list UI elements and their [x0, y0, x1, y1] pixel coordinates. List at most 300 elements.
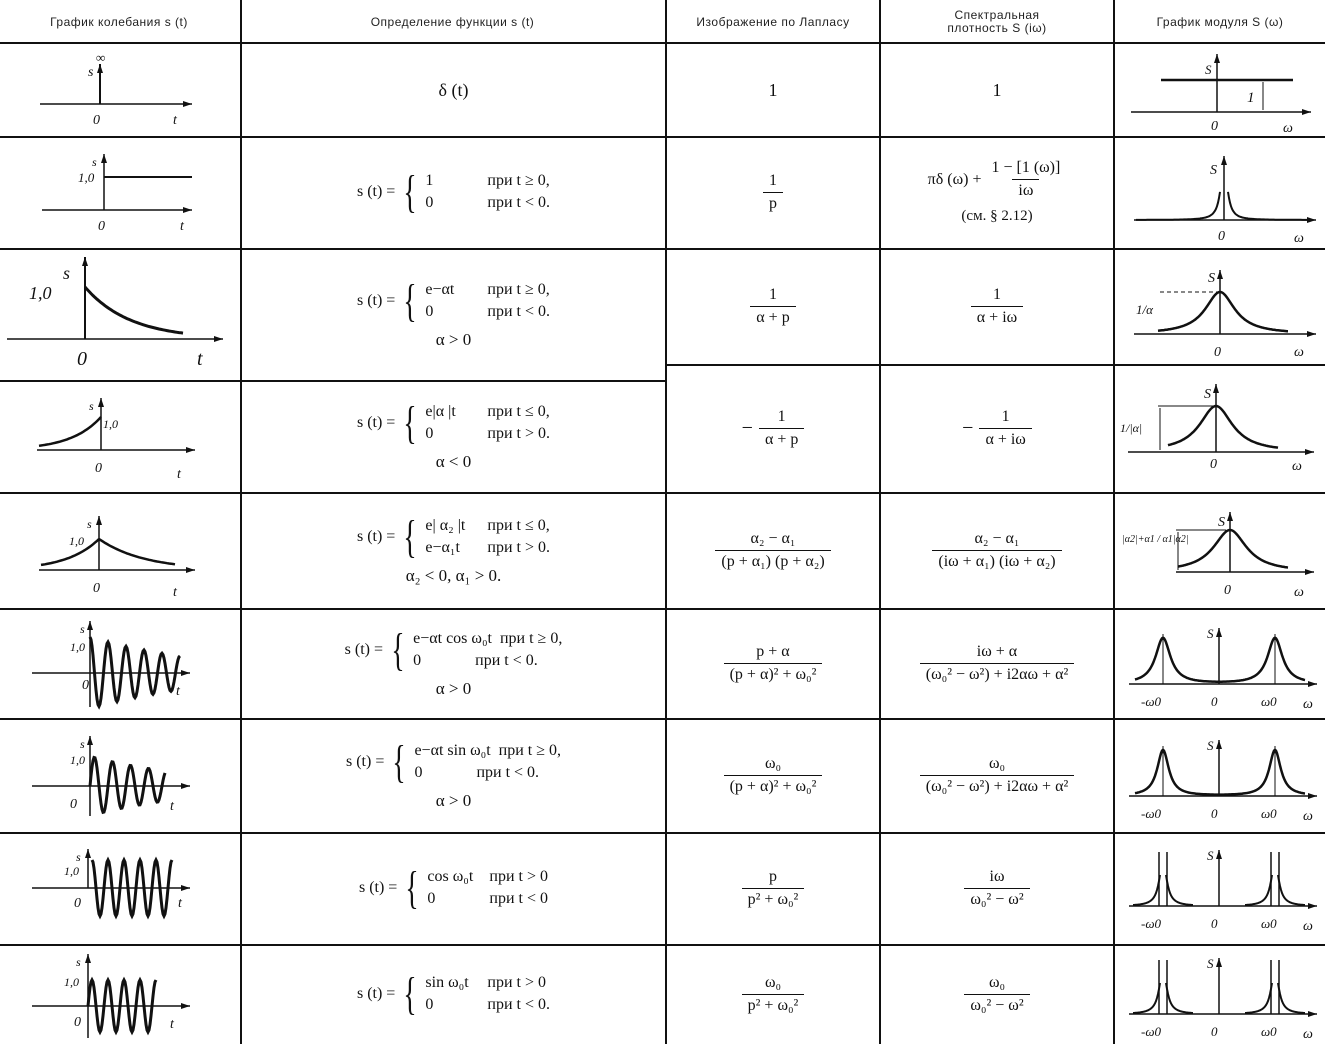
- case-value: e−α₁t: [425, 539, 460, 556]
- header-spectral: [881, 0, 1113, 44]
- case-condition: при t ≥ 0,: [498, 742, 561, 759]
- plot-cos: [30, 843, 200, 933]
- numerator: p + α: [756, 642, 790, 660]
- numerator: iω: [989, 867, 1005, 885]
- case-condition: при t > 0.: [487, 425, 551, 442]
- brace-icon: {: [403, 166, 418, 217]
- fraction: [750, 286, 795, 327]
- arrow-icon: [1217, 270, 1223, 279]
- definition-expr: [356, 166, 551, 217]
- plot-label: t: [173, 585, 177, 600]
- definition-lhs: s (t) =: [356, 292, 396, 309]
- fraction: [920, 643, 1075, 684]
- laplace-cell: [667, 44, 879, 136]
- arrow-icon: [85, 849, 91, 858]
- arrow-icon: [1305, 569, 1314, 575]
- plot-delta: [30, 50, 210, 130]
- plot-label: |α2|+α1 / α1|α2|: [1122, 534, 1189, 545]
- spectral-cell: [881, 832, 1113, 944]
- signal-curve: [1245, 983, 1272, 1013]
- numerator: 1: [769, 285, 777, 303]
- denominator: p² + ω₀²: [742, 888, 805, 909]
- spectral-cell: [881, 248, 1113, 364]
- piecewise: [356, 397, 551, 448]
- signal-curve: [1135, 750, 1305, 795]
- spectral-expr: [962, 408, 1032, 449]
- signal-curve: [1278, 983, 1305, 1013]
- spectral-cell: [881, 608, 1113, 718]
- plot-label: 0: [74, 896, 81, 911]
- plot-label: ω: [1283, 121, 1293, 136]
- plot-label: ω: [1292, 459, 1302, 474]
- plot-label: t: [197, 348, 203, 370]
- case-condition: при t ≥ 0,: [487, 172, 550, 189]
- plot-label: 1,0: [29, 283, 52, 303]
- signal-curve: [90, 758, 165, 813]
- plot-step: [30, 150, 210, 240]
- signal-curve: [1178, 530, 1288, 568]
- plot-label: t: [180, 219, 184, 234]
- cases: [414, 740, 561, 784]
- plot-growth: [35, 390, 205, 480]
- signal-curve: [1245, 875, 1272, 905]
- arrow-icon: [101, 154, 107, 163]
- case-value: 0: [427, 890, 436, 907]
- column-divider: [1113, 0, 1115, 1044]
- arrow-icon: [1216, 850, 1222, 859]
- denominator: ω₀² − ω²: [964, 994, 1029, 1015]
- fraction: [763, 172, 783, 213]
- minus-sign: −: [962, 416, 974, 439]
- spectral-value: 1: [992, 79, 1002, 100]
- spectral-expr: [971, 286, 1023, 327]
- plot-sin: [30, 950, 200, 1040]
- definition-cell: [242, 832, 665, 944]
- definition-cell: [242, 248, 665, 380]
- denominator: (p + α₁) (p + α₂): [715, 550, 830, 571]
- cases: [425, 401, 550, 445]
- case-row: [425, 401, 550, 423]
- plot-label: 0: [1210, 457, 1217, 472]
- plot-label: 0: [93, 113, 100, 128]
- header-definition-label: Определение функции s (t): [370, 14, 535, 29]
- plot-label: ω: [1294, 231, 1304, 246]
- arrow-icon: [181, 783, 190, 789]
- plot-label: S: [1207, 626, 1214, 641]
- piecewise: [358, 862, 549, 913]
- spectral-expr: [964, 974, 1029, 1015]
- laplace-expr: [715, 530, 830, 571]
- plot-label: 1/α: [1136, 302, 1153, 317]
- case-row: [413, 650, 562, 672]
- arrow-icon: [97, 64, 103, 73]
- spectral-cell: [881, 136, 1113, 248]
- signal-curve: [90, 637, 180, 706]
- numerator: ω₀: [764, 754, 782, 772]
- plot-label: 1,0: [64, 975, 79, 989]
- signal-curve: [1133, 875, 1160, 905]
- fraction: [724, 643, 823, 684]
- signal-curve: [1166, 983, 1193, 1013]
- spectral-cell: [881, 718, 1113, 832]
- plot-label: t: [177, 467, 181, 482]
- case-condition: при t < 0.: [487, 996, 551, 1013]
- numerator: α₂ − α₁: [974, 529, 1020, 547]
- piecewise: [356, 968, 551, 1019]
- piecewise: [356, 511, 551, 562]
- denominator: ω₀² − ω²: [964, 888, 1029, 909]
- laplace-cell: [667, 718, 879, 832]
- arrow-icon: [1308, 1011, 1317, 1017]
- signal-curve: [1135, 638, 1305, 682]
- definition-expr: [356, 968, 551, 1019]
- plot-label: 1/|α|: [1120, 421, 1143, 435]
- arrow-icon: [1221, 156, 1227, 165]
- header-modulus: [1115, 0, 1325, 44]
- arrow-icon: [98, 398, 104, 407]
- plot-label: t: [170, 799, 174, 814]
- fraction: [964, 974, 1029, 1015]
- laplace-cell: [667, 608, 879, 718]
- piecewise: [346, 736, 561, 787]
- arrow-icon: [1308, 903, 1317, 909]
- plot-label: S: [1205, 62, 1212, 77]
- definition-expr: [439, 80, 469, 101]
- signal-curve: [1136, 192, 1220, 220]
- spectral-expr: [932, 530, 1061, 571]
- modulus-inv: [1128, 152, 1318, 246]
- plot-label: 0: [74, 1015, 81, 1030]
- plot-damped-cos: [30, 615, 200, 710]
- laplace-cell: [667, 944, 879, 1044]
- arrow-icon: [181, 670, 190, 676]
- numerator: α₂ − α₁: [750, 529, 796, 547]
- modulus-sin: [1125, 948, 1320, 1043]
- definition-lhs: s (t) =: [356, 985, 396, 1002]
- fraction: [715, 530, 830, 571]
- arrow-icon: [1307, 331, 1316, 337]
- plot-label: 0: [1211, 119, 1218, 134]
- plot-label: 1: [1247, 90, 1255, 106]
- laplace-expr: [750, 286, 795, 327]
- denominator: p: [763, 192, 783, 213]
- fraction: [932, 530, 1061, 571]
- cases: [425, 515, 550, 559]
- plot-label: ω: [1303, 697, 1313, 712]
- plot-label: 0: [98, 219, 105, 234]
- laplace-expr: [724, 643, 823, 684]
- modulus-damped-cos: [1125, 618, 1320, 713]
- plot-label: S: [1204, 387, 1211, 402]
- plot-label: 1,0: [64, 864, 79, 878]
- definition-condition: α₂ < 0, α₁ > 0.: [405, 566, 502, 585]
- numerator: iω + α: [976, 642, 1018, 660]
- definition-expr: [358, 862, 549, 913]
- plot-label: t: [178, 896, 182, 911]
- laplace-expr: [724, 755, 823, 796]
- cases: [427, 866, 548, 910]
- case-condition: при t < 0.: [487, 303, 551, 320]
- plot-label: s: [76, 955, 81, 969]
- header-spectral-label: Спектральная плотность S (iω): [947, 8, 1047, 35]
- case-row: [425, 170, 550, 192]
- spectral-cell: [881, 944, 1113, 1044]
- arrow-icon: [87, 621, 93, 630]
- denominator: p² + ω₀²: [742, 994, 805, 1015]
- header-graph: [0, 0, 238, 44]
- signal-curve: [99, 539, 175, 564]
- plot-label: -ω0: [1141, 1024, 1162, 1039]
- arrow-icon: [1216, 740, 1222, 749]
- laplace-cell: [667, 832, 879, 944]
- definition-cell: [242, 44, 665, 136]
- case-value: e|α |t: [425, 403, 456, 420]
- plot-label: 0: [95, 461, 102, 476]
- minus-sign: −: [741, 416, 753, 439]
- plot-label: 0: [1211, 1024, 1218, 1039]
- plot-label: ω: [1294, 585, 1304, 600]
- definition-lhs: s (t) =: [356, 414, 396, 431]
- header-laplace: [667, 0, 879, 44]
- spectral-cell: [881, 492, 1113, 608]
- case-row: [414, 740, 561, 762]
- fraction: [742, 974, 805, 1015]
- case-row: [425, 192, 550, 214]
- plot-label: 0: [1224, 583, 1231, 598]
- case-row: [425, 423, 550, 445]
- plot-label: t: [173, 113, 177, 128]
- numerator: p: [768, 867, 777, 885]
- modulus-flat: [1125, 52, 1315, 136]
- case-value: e−αt cos ω₀t: [413, 630, 492, 647]
- case-value: sin ω₀t: [425, 974, 469, 991]
- numerator: ω₀: [764, 973, 782, 991]
- plot-label: t: [170, 1017, 174, 1032]
- case-condition: при t < 0: [489, 890, 549, 907]
- definition-cell: [242, 492, 665, 608]
- plot-label: 1,0: [69, 534, 84, 548]
- spectral-expr: [993, 80, 1002, 101]
- case-condition: при t < 0.: [476, 764, 540, 781]
- case-condition: при t > 0.: [487, 539, 551, 556]
- plot-label: s: [89, 399, 94, 413]
- plot-label: 1,0: [103, 417, 118, 431]
- case-condition: при t > 0: [487, 974, 547, 991]
- case-row: [425, 515, 550, 537]
- modulus-lorentz-2: [1118, 380, 1318, 480]
- denominator: (p + α)² + ω₀²: [724, 663, 823, 684]
- arrow-icon: [1214, 54, 1220, 63]
- brace-icon: {: [403, 968, 418, 1019]
- case-value: 0: [425, 996, 434, 1013]
- piecewise: [356, 275, 551, 326]
- definition-cell: [242, 608, 665, 718]
- arrow-icon: [82, 257, 88, 266]
- case-value: 1: [425, 172, 434, 189]
- brace-icon: {: [403, 275, 418, 326]
- spectral-expr: [920, 643, 1075, 684]
- definition-cell: [242, 136, 665, 248]
- fraction: [759, 408, 804, 449]
- cases: [425, 279, 550, 323]
- plot-label: 0: [1218, 229, 1225, 244]
- cases: [425, 170, 550, 214]
- piecewise: [344, 624, 563, 675]
- definition-cell: [242, 718, 665, 832]
- definition-expr: [356, 397, 551, 472]
- laplace-value: 1: [768, 79, 778, 100]
- denominator: (ω₀² − ω²) + i2αω + α²: [920, 775, 1075, 796]
- definition-lhs: s (t) =: [356, 183, 396, 200]
- arrow-icon: [1216, 958, 1222, 967]
- plot-label: S: [1208, 271, 1215, 286]
- plot-label: s: [76, 850, 81, 864]
- definition-text: δ (t): [438, 79, 469, 100]
- spectral-expr: [928, 159, 1067, 200]
- case-condition: при t > 0: [489, 868, 549, 885]
- brace-icon: {: [391, 624, 405, 675]
- plot-label: ω0: [1261, 916, 1277, 931]
- modulus-damped-sin: [1125, 730, 1320, 825]
- plot-label: ω0: [1261, 1024, 1277, 1039]
- spectral-cell: [881, 44, 1113, 136]
- signal-curve: [1158, 292, 1288, 331]
- arrow-icon: [1305, 449, 1314, 455]
- arrow-icon: [85, 954, 91, 963]
- definition-condition: α > 0: [435, 330, 472, 349]
- arrow-icon: [1308, 793, 1317, 799]
- plot-two-sided: [35, 510, 205, 600]
- header-graph-label: График колебания s (t): [50, 14, 188, 29]
- spectral-expr: [964, 868, 1029, 909]
- brace-icon: {: [405, 862, 420, 913]
- laplace-cell: [667, 492, 879, 608]
- plot-label: 1,0: [70, 753, 85, 767]
- laplace-cell: [667, 248, 879, 364]
- modulus-cos: [1125, 840, 1320, 935]
- plot-decay: [5, 255, 235, 375]
- signal-curve: [1278, 875, 1305, 905]
- definition-condition: α < 0: [435, 452, 472, 471]
- case-value: 0: [425, 194, 434, 211]
- fraction: [971, 286, 1023, 327]
- plot-label: ω: [1294, 345, 1304, 360]
- spectral-cell: [881, 364, 1113, 492]
- signal-curve: [1228, 192, 1312, 220]
- plot-label: s: [80, 622, 85, 636]
- numerator: 1: [1001, 407, 1010, 425]
- brace-icon: {: [403, 397, 418, 448]
- numerator: 1: [992, 285, 1001, 303]
- signal-curve: [1168, 406, 1278, 448]
- fraction: [979, 408, 1031, 449]
- laplace-expr: [742, 974, 805, 1015]
- plot-label: s: [87, 517, 92, 531]
- case-value: 0: [425, 303, 434, 320]
- case-condition: при t ≥ 0,: [499, 630, 563, 647]
- plot-label: 0: [1211, 916, 1218, 931]
- note: (см. § 2.12): [961, 208, 1033, 224]
- plot-label: -ω0: [1141, 694, 1162, 709]
- numerator: 1 − [1 (ω)]: [991, 159, 1061, 176]
- denominator: α + p: [750, 306, 795, 327]
- fraction: [985, 159, 1066, 200]
- plot-label: 0: [1211, 806, 1218, 821]
- case-row: [425, 994, 550, 1016]
- laplace-cell: [667, 364, 879, 492]
- signal-curve: [39, 417, 101, 446]
- signal-curve: [1133, 983, 1160, 1013]
- header-laplace-label: Изображение по Лапласу: [696, 14, 850, 29]
- denominator: iω: [1012, 179, 1039, 200]
- plot-label: S: [1207, 738, 1214, 753]
- arrow-icon: [1216, 628, 1222, 637]
- definition-expr: [346, 736, 561, 811]
- arrow-icon: [214, 336, 223, 342]
- definition-expr: [356, 275, 551, 350]
- plot-label: s: [63, 263, 71, 283]
- brace-icon: {: [392, 736, 407, 787]
- spectral-expr: [920, 755, 1075, 796]
- case-row: [427, 888, 548, 910]
- case-condition: при t ≤ 0,: [487, 517, 550, 534]
- case-condition: при t ≥ 0,: [487, 281, 550, 298]
- case-row: [425, 972, 550, 994]
- plot-label: 0: [93, 581, 100, 596]
- laplace-expr: [769, 80, 778, 101]
- arrow-icon: [1302, 109, 1311, 115]
- arrow-icon: [1213, 384, 1219, 393]
- plot-label: -ω0: [1141, 916, 1162, 931]
- denominator: (p + α)² + ω₀²: [724, 775, 823, 796]
- denominator: (ω₀² − ω²) + i2αω + α²: [920, 663, 1075, 684]
- plot-damped-sin: [30, 730, 200, 825]
- numerator: ω₀: [988, 754, 1006, 772]
- laplace-cell: [667, 136, 879, 248]
- definition-lhs: s (t) =: [358, 879, 398, 896]
- piecewise: [356, 166, 551, 217]
- plot-label: S: [1210, 163, 1217, 178]
- plot-label: S: [1218, 515, 1225, 530]
- header-modulus-label: График модуля S (ω): [1156, 14, 1284, 29]
- brace-icon: {: [403, 511, 418, 562]
- case-condition: при t ≤ 0,: [487, 403, 550, 420]
- arrow-icon: [183, 101, 192, 107]
- plot-label: s: [92, 155, 97, 169]
- plot-label: 0: [1211, 694, 1218, 709]
- plot-label: 1,0: [70, 640, 85, 654]
- cases: [413, 628, 562, 672]
- arrow-icon: [1308, 681, 1317, 687]
- case-value: 0: [413, 652, 422, 669]
- expr-prefix: πδ (ω) +: [927, 170, 982, 188]
- laplace-expr: [763, 172, 783, 213]
- plot-label: ∞: [96, 50, 106, 65]
- denominator: α + iω: [971, 306, 1023, 327]
- arrow-icon: [183, 207, 192, 213]
- plot-label: t: [176, 684, 180, 699]
- arrow-icon: [181, 885, 190, 891]
- plot-label: s: [80, 737, 85, 751]
- definition-cell: [242, 380, 665, 492]
- arrow-icon: [96, 516, 102, 525]
- numerator: ω₀: [988, 973, 1006, 991]
- case-row: [427, 866, 548, 888]
- definition-lhs: s (t) =: [346, 753, 385, 770]
- definition-condition: α > 0: [435, 791, 472, 810]
- modulus-two-sided: [1118, 508, 1318, 603]
- case-value: e−αt: [425, 281, 455, 298]
